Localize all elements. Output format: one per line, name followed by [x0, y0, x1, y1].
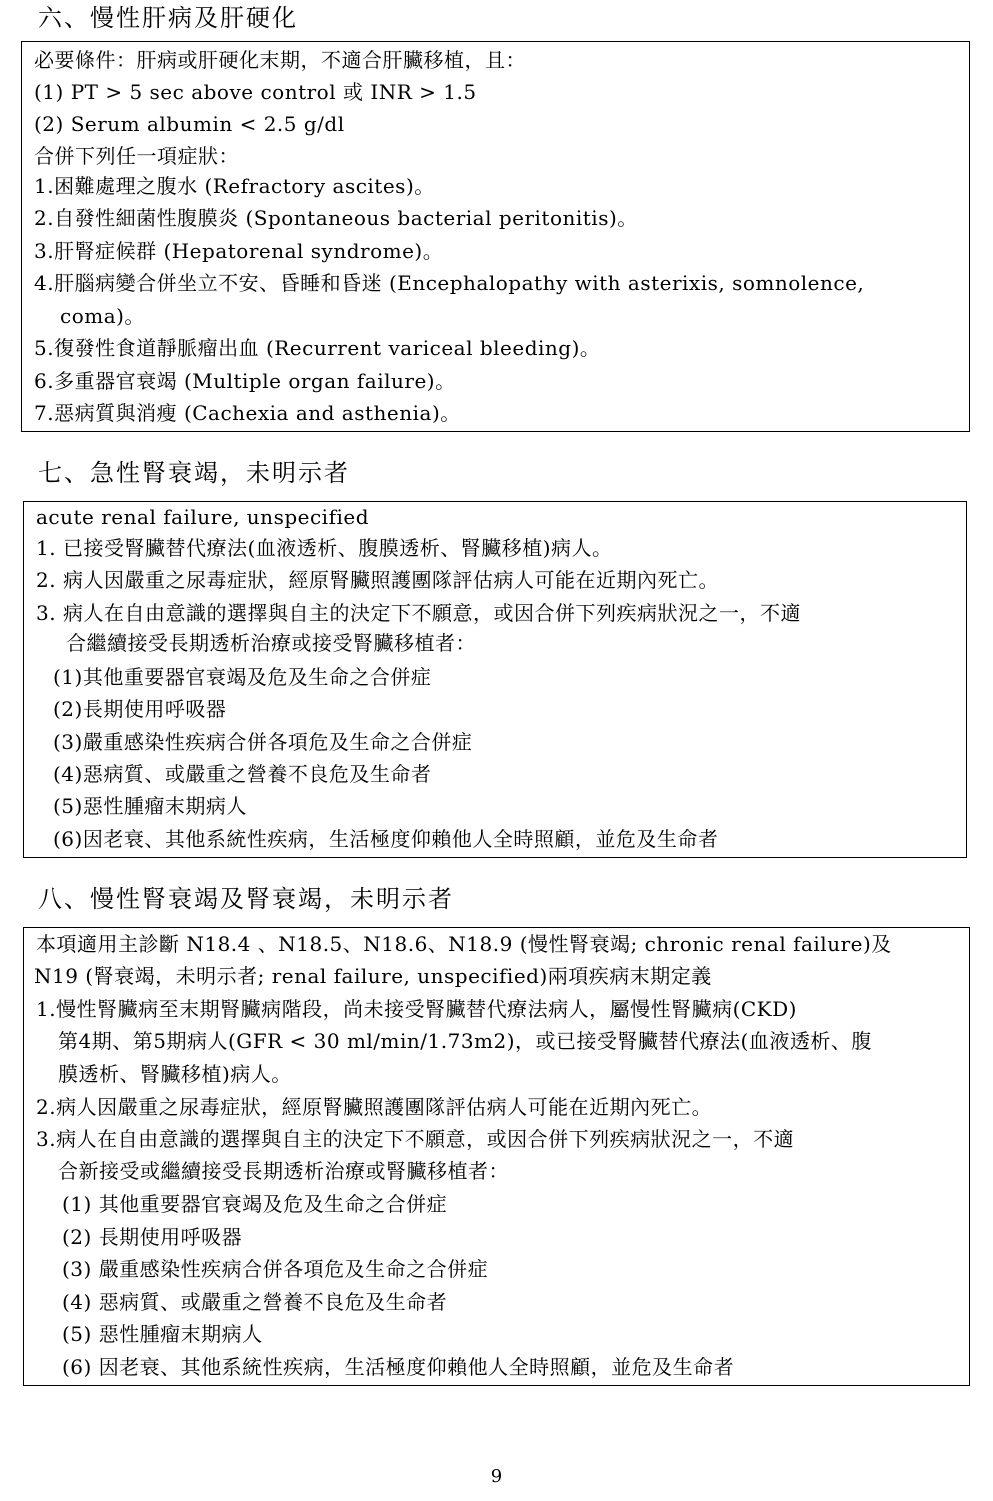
section-8-line: 2.病人因嚴重之尿毒症狀，經原腎臟照護團隊評估病人可能在近期內死亡。	[36, 1095, 713, 1119]
section-8-line: (6) 因老衰、其他系統性疾病，生活極度仰賴他人全時照顧，並危及生命者	[62, 1355, 735, 1379]
section-7-line: 3. 病人在自由意識的選擇與自主的決定下不願意，或因合併下列疾病狀況之一，不適	[36, 601, 801, 625]
section-7-line: (6)因老衰、其他系統性疾病，生活極度仰賴他人全時照顧，並危及生命者	[53, 827, 719, 851]
section-8-line: 第4期、第5期病人(GFR < 30 ml/min/1.73m2)，或已接受腎臟替代療法(血液透析、腹	[58, 1029, 872, 1053]
section-6-line: 2.自發性細菌性腹膜炎 (Spontaneous bacterial peritonitis)。	[34, 206, 638, 230]
section-7-heading: 七、急性腎衰竭，未明示者	[38, 459, 350, 487]
section-6-line: 合併下列任一項症狀：	[34, 144, 239, 168]
section-8-line: N19 (腎衰竭，未明示者; renal failure, unspecified)兩項疾病末期定義	[34, 964, 712, 988]
section-7-line: 2. 病人因嚴重之尿毒症狀，經原腎臟照護團隊評估病人可能在近期內死亡。	[36, 568, 719, 592]
section-7-line: (5)惡性腫瘤末期病人	[53, 794, 247, 818]
section-6-line: 3.肝腎症候群 (Hepatorenal syndrome)。	[34, 239, 444, 263]
section-7-line: (2)長期使用呼吸器	[53, 697, 227, 721]
section-6-line: 必要條件：肝病或肝硬化末期，不適合肝臟移植，且：	[34, 48, 526, 72]
section-7-box	[23, 501, 967, 858]
section-8-line: (3) 嚴重感染性疾病合併各項危及生命之合併症	[62, 1257, 489, 1281]
section-6-line: (1) PT > 5 sec above control 或 INR > 1.5	[34, 80, 477, 104]
section-8-line: 本項適用主診斷 N18.4 、N18.5、N18.6、N18.9 (慢性腎衰竭; chronic renal failure)及	[36, 932, 892, 956]
section-8-line: 合新接受或繼續接受長期透析治療或腎臟移植者：	[58, 1159, 509, 1183]
section-6-line: 5.復發性食道靜脈瘤出血 (Recurrent variceal bleeding)。	[34, 336, 601, 360]
section-8-line: (1) 其他重要器官衰竭及危及生命之合併症	[62, 1192, 448, 1216]
section-8-heading: 八、慢性腎衰竭及腎衰竭，未明示者	[38, 885, 454, 913]
page-number: 9	[490, 1466, 503, 1487]
section-6-line: 4.肝腦病變合併坐立不安、昏睡和昏迷 (Encephalopathy with asterixis, somnolence,	[34, 271, 865, 295]
section-7-line: (1)其他重要器官衰竭及危及生命之合併症	[53, 665, 432, 689]
section-6-line: coma)。	[60, 304, 145, 328]
section-6-heading: 六、慢性肝病及肝硬化	[38, 4, 298, 32]
section-6-line: (2) Serum albumin < 2.5 g/dl	[34, 112, 345, 136]
section-8-line: 膜透析、腎臟移植)病人。	[58, 1062, 292, 1086]
section-8-line: 3.病人在自由意識的選擇與自主的決定下不願意，或因合併下列疾病狀況之一，不適	[36, 1127, 795, 1151]
section-6-line: 7.惡病質與消瘦 (Cachexia and asthenia)。	[34, 401, 461, 425]
section-7-line: acute renal failure, unspecified	[36, 505, 370, 529]
section-7-line: (3)嚴重感染性疾病合併各項危及生命之合併症	[53, 730, 473, 754]
section-8-line: (5) 惡性腫瘤末期病人	[62, 1322, 263, 1346]
section-8-line: (4) 惡病質、或嚴重之營養不良危及生命者	[62, 1290, 448, 1314]
section-7-line: 合繼續接受長期透析治療或接受腎臟移植者：	[66, 631, 476, 655]
section-6-line: 1.困難處理之腹水 (Refractory ascites)。	[34, 174, 435, 198]
section-7-line: 1. 已接受腎臟替代療法(血液透析、腹膜透析、腎臟移植)病人。	[36, 536, 613, 560]
section-6-box	[21, 41, 970, 432]
section-8-line: (2) 長期使用呼吸器	[62, 1225, 243, 1249]
section-7-line: (4)惡病質、或嚴重之營養不良危及生命者	[53, 762, 432, 786]
section-6-line: 6.多重器官衰竭 (Multiple organ failure)。	[34, 369, 456, 393]
section-8-line: 1.慢性腎臟病至末期腎臟病階段，尚未接受腎臟替代療法病人，屬慢性腎臟病(CKD)	[36, 997, 797, 1021]
section-8-box	[23, 927, 970, 1386]
